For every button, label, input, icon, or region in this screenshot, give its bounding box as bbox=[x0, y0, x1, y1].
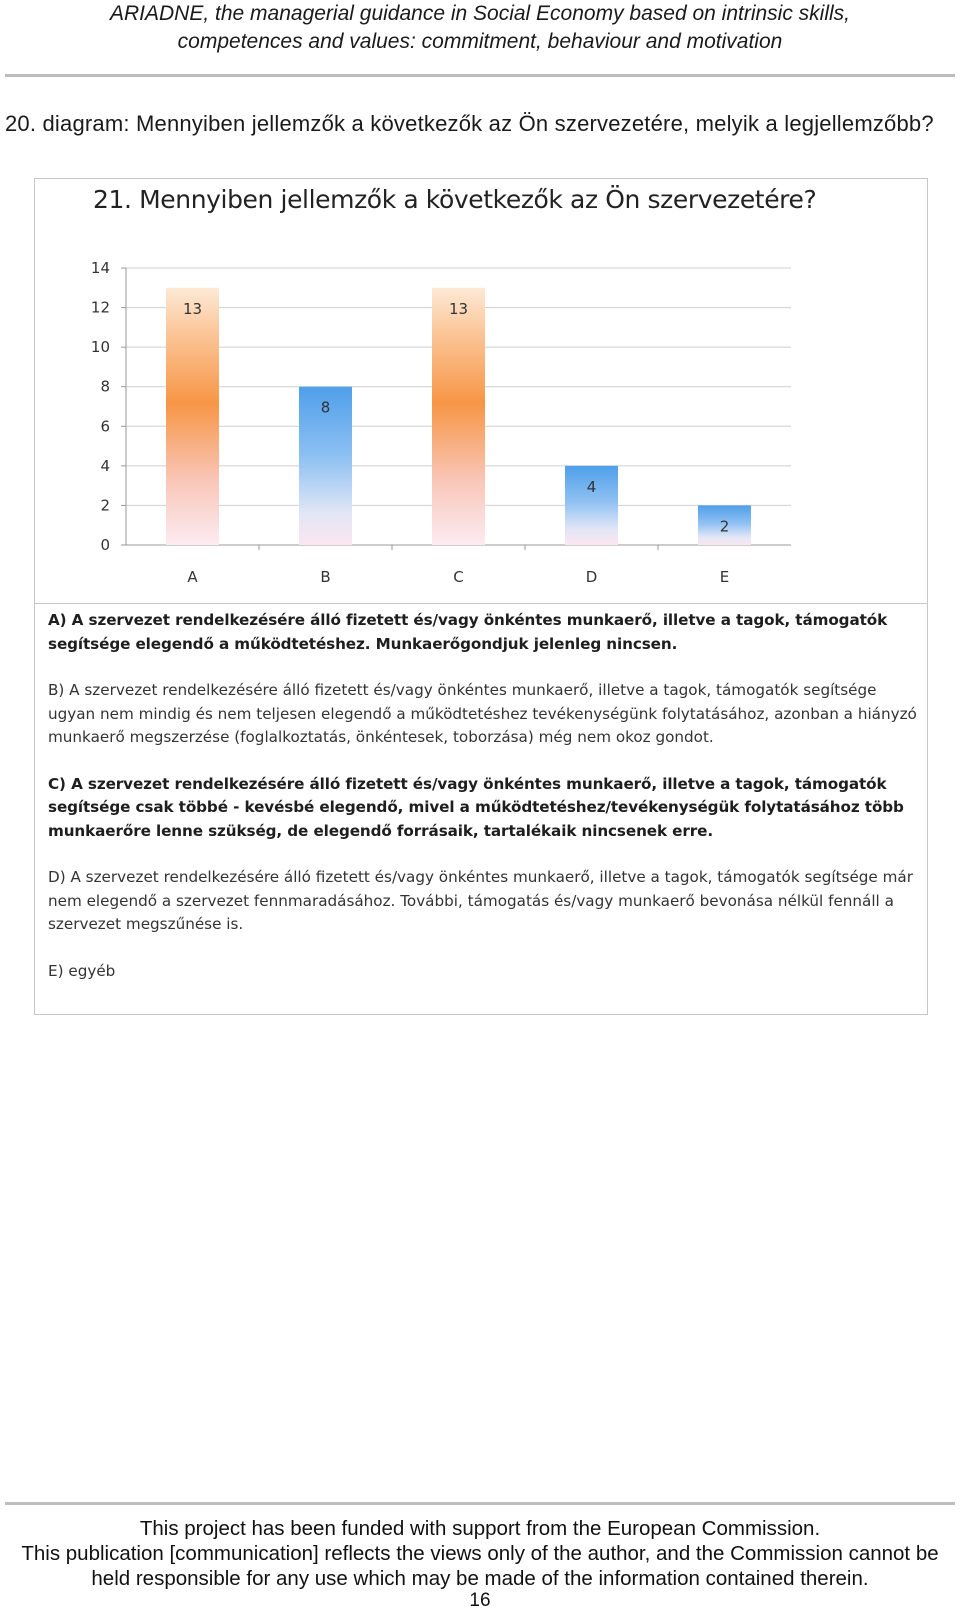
chart-title: 21. Mennyiben jellemzők a következők az Ön szervezetére? bbox=[93, 185, 817, 214]
header-line-2: competences and values: commitment, behaviour and motivation bbox=[177, 30, 783, 53]
x-tick-label: A bbox=[187, 568, 198, 586]
y-tick-label: 6 bbox=[100, 417, 110, 436]
legend-item-e: E) egyéb bbox=[48, 961, 116, 980]
y-tick-label: 8 bbox=[100, 377, 110, 396]
y-tick-label: 12 bbox=[90, 298, 110, 317]
header-divider bbox=[5, 74, 955, 77]
data-label: 8 bbox=[320, 398, 331, 417]
y-tick-label: 2 bbox=[100, 496, 110, 515]
footer-line-2: This publication [communication] reflects the views only of the author, and the Commission cannot be bbox=[21, 1542, 939, 1565]
header-line-1: ARIADNE, the managerial guidance in Social Economy based on intrinsic skills, bbox=[109, 2, 851, 25]
data-label: 13 bbox=[182, 299, 203, 318]
bar-a bbox=[166, 288, 219, 545]
bar-chart bbox=[35, 179, 927, 599]
legend-item-d: D) A szervezet rendelkezésére álló fizetett és/vagy önkéntes munkaerő, illetve a tagok, támogatók segítsége már nem elegendő a szervezet fennmaradásához. További, támogatás és/vagy munkaerő bevonása nélkül fennáll a szervezet megszűnése is. bbox=[48, 868, 913, 933]
footer-divider bbox=[5, 1502, 955, 1505]
page-header bbox=[0, 0, 960, 56]
y-tick-label: 10 bbox=[90, 338, 110, 357]
page-footer bbox=[0, 1516, 960, 1591]
x-tick-label: E bbox=[719, 568, 730, 586]
legend-item-c: C) A szervezet rendelkezésére álló fizetett és/vagy önkéntes munkaerő, illetve a tagok, támogatók segítsége csak többé - kevésbé elegendő, mivel a működtetéshez/tevékenységük folytatásához több munkaerőre lenne szükség, de elegendő forrásaik, tartalékaik nincsenek erre. bbox=[48, 774, 904, 840]
data-label: 4 bbox=[586, 477, 597, 496]
bar-c bbox=[432, 288, 485, 545]
page-number: 16 bbox=[469, 1590, 491, 1611]
x-tick-label: B bbox=[320, 568, 331, 586]
data-label: 2 bbox=[719, 517, 730, 536]
legend-item-a: A) A szervezet rendelkezésére álló fizetett és/vagy önkéntes munkaerő, illetve a tagok, támogatók segítsége elegendő a működtetéshez. Munkaerőgondjuk jelenleg nincsen. bbox=[48, 611, 888, 653]
x-tick-label: C bbox=[453, 568, 464, 586]
data-label: 13 bbox=[448, 299, 469, 318]
footer-line-1: This project has been funded with support from the European Commission. bbox=[139, 1517, 821, 1540]
figure-caption: 20. diagram: Mennyiben jellemzők a következők az Ön szervezetére, melyik a legjellemzőbb? bbox=[5, 111, 934, 136]
y-tick-label: 4 bbox=[100, 456, 110, 475]
legend-item-b: B) A szervezet rendelkezésére álló fizetett és/vagy önkéntes munkaerő, illetve a tagok, támogatók segítsége ugyan nem mindig és nem teljesen elegendő a működtetéshez tevékenységünk folytatásához, azonban a hiányzó munkaerő megszerzése (foglalkoztatás, önkéntesek, toborzása) még nem okoz gondot. bbox=[48, 681, 917, 746]
x-tick-label: D bbox=[585, 568, 598, 586]
chart-area bbox=[35, 179, 927, 604]
figure-image bbox=[34, 178, 928, 1015]
y-tick-label: 14 bbox=[90, 259, 110, 277]
chart-legend bbox=[48, 609, 920, 1006]
footer-line-3: held responsible for any use which may be made of the information contained therein. bbox=[91, 1567, 869, 1590]
y-tick-label: 0 bbox=[100, 536, 110, 554]
